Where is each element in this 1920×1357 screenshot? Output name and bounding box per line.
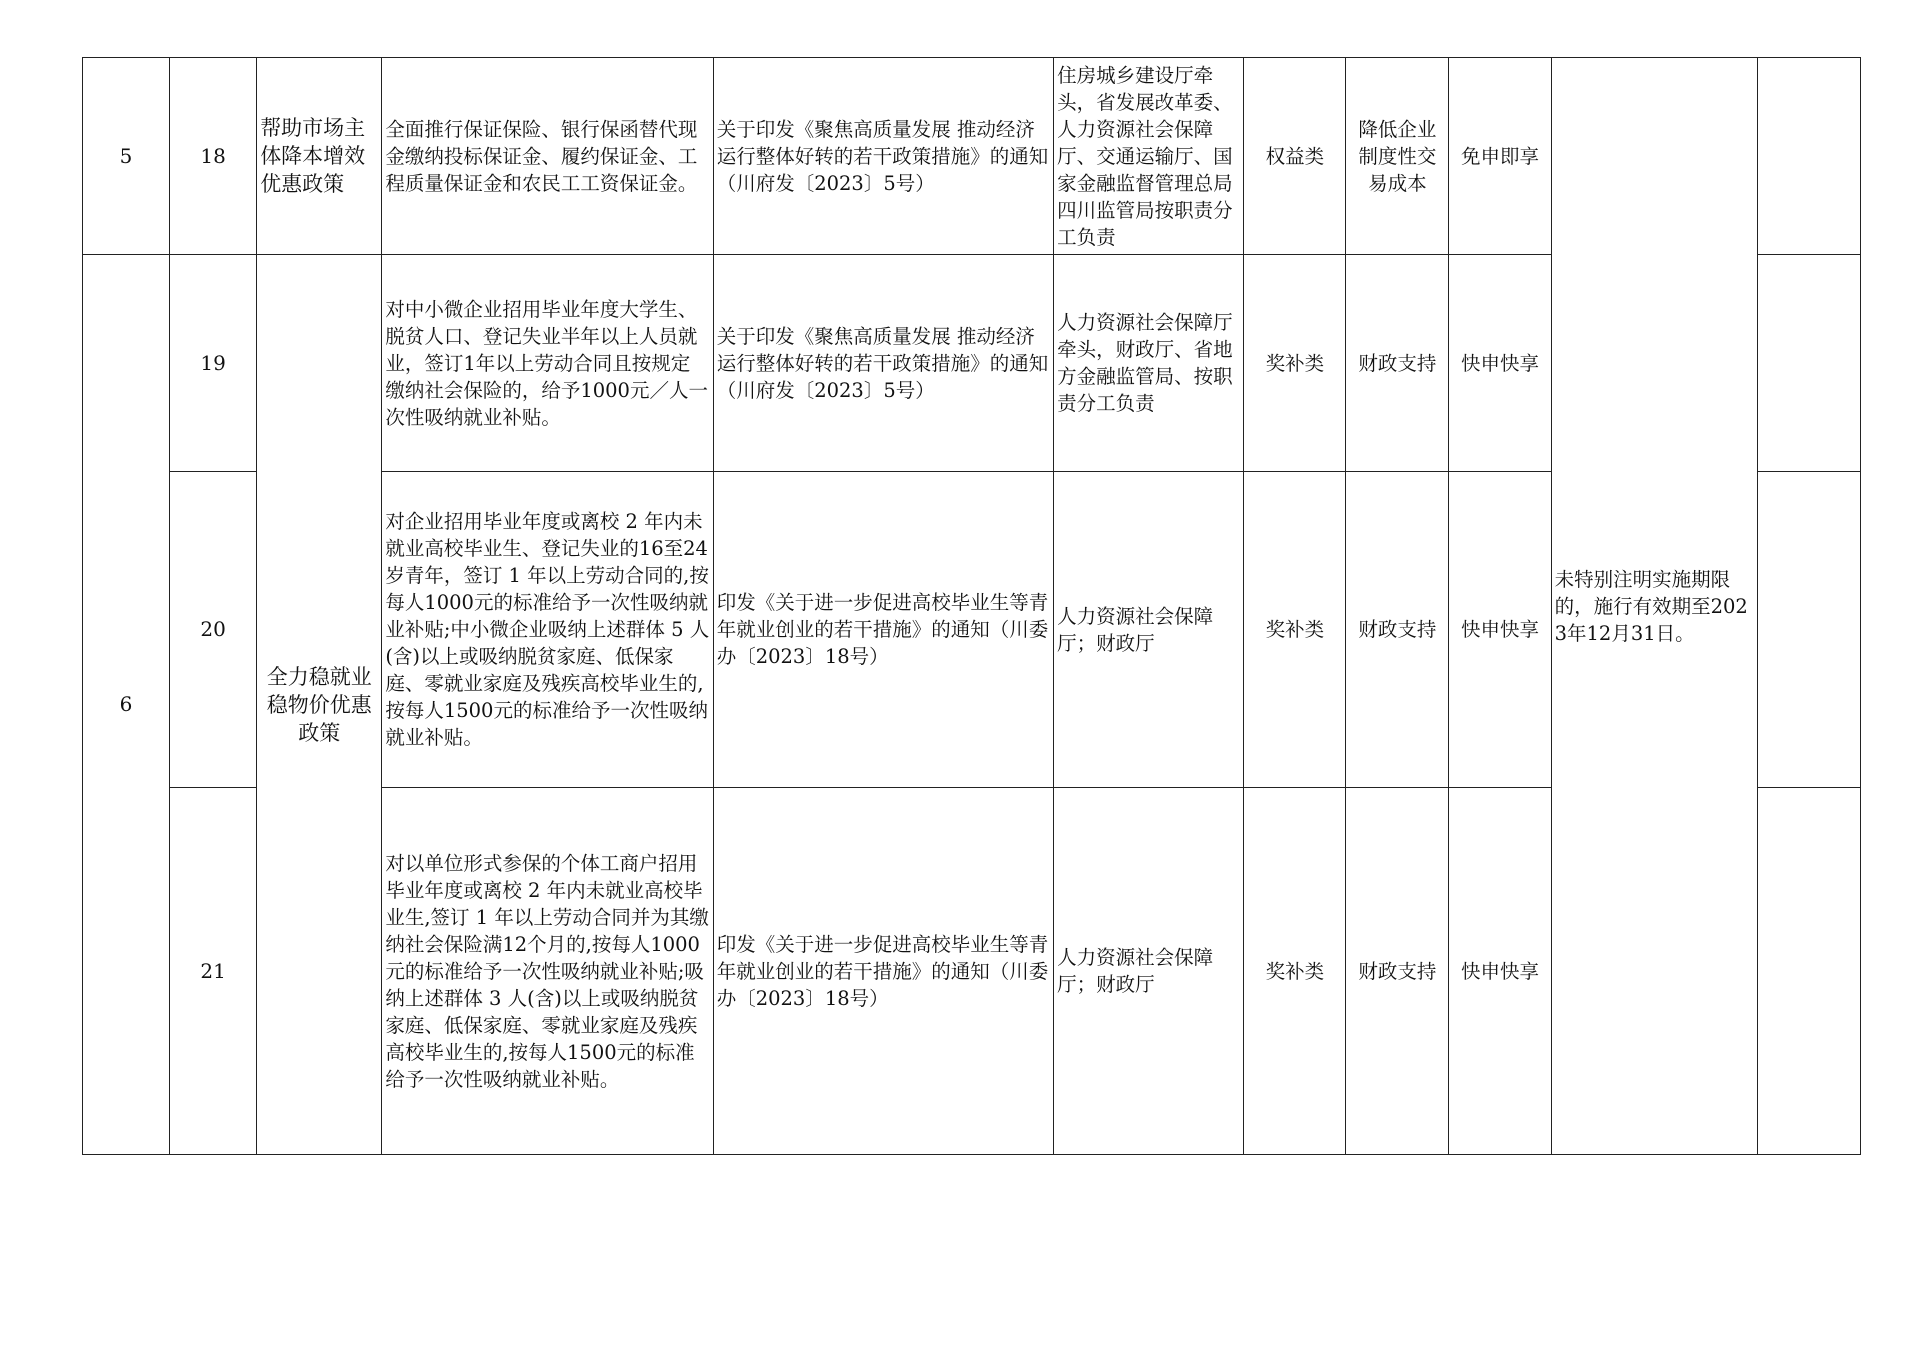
- responsible-department: 人力资源社会保障厅；财政厅: [1054, 788, 1244, 1155]
- remarks-cell: [1757, 788, 1860, 1155]
- policy-number: 19: [170, 255, 257, 472]
- support-method: 财政支持: [1346, 255, 1449, 472]
- apply-mode: 免申即享: [1449, 58, 1551, 255]
- policy-basis: 关于印发《聚焦高质量发展 推动经济运行整体好转的若干政策措施》的通知（川府发〔2023〕5号）: [713, 58, 1053, 255]
- remarks-cell: [1757, 472, 1860, 788]
- policy-basis: 印发《关于进一步促进高校毕业生等青年就业创业的若干措施》的通知（川委办〔2023〕18号）: [713, 788, 1053, 1155]
- policy-content: 对企业招用毕业年度或离校 2 年内未就业高校毕业生、登记失业的16至24岁青年，签订 1 年以上劳动合同的,按每人1000元的标准给予一次性吸纳就业补贴;中小微企业吸纳上述群体 5 人(含)以上或吸纳脱贫家庭、低保家庭、零就业家庭及残疾高校毕业生的,按每人1500元的标准给予一次性吸纳就业补贴。: [382, 472, 713, 788]
- group-index: 5: [83, 58, 170, 255]
- support-method: 财政支持: [1346, 788, 1449, 1155]
- policy-basis: 关于印发《聚焦高质量发展 推动经济运行整体好转的若干政策措施》的通知（川府发〔2023〕5号）: [713, 255, 1053, 472]
- apply-mode: 快申快享: [1449, 472, 1551, 788]
- apply-mode: 快申快享: [1449, 255, 1551, 472]
- policy-type: 权益类: [1244, 58, 1346, 255]
- policy-number: 21: [170, 788, 257, 1155]
- policy-category: 全力稳就业稳物价优惠政策: [257, 255, 382, 1155]
- table-row: [83, 58, 1861, 255]
- support-method: 降低企业制度性交易成本: [1346, 58, 1449, 255]
- policy-content: 对以单位形式参保的个体工商户招用毕业年度或离校 2 年内未就业高校毕业生,签订 1 年以上劳动合同并为其缴纳社会保险满12个月的,按每人1000元的标准给予一次性吸纳就业补贴;吸纳上述群体 3 人(含)以上或吸纳脱贫家庭、低保家庭、零就业家庭及残疾高校毕业生的,按每人1500元的标准给予一次性吸纳就业补贴。: [382, 788, 713, 1155]
- policy-content: 全面推行保证保险、银行保函替代现金缴纳投标保证金、履约保证金、工程质量保证金和农民工工资保证金。: [382, 58, 713, 255]
- responsible-department: 人力资源社会保障厅牵头，财政厅、省地方金融监管局、按职责分工负责: [1054, 255, 1244, 472]
- policy-table: [82, 57, 1861, 1155]
- support-method: 财政支持: [1346, 472, 1449, 788]
- policy-number: 20: [170, 472, 257, 788]
- group-index: 6: [83, 255, 170, 1155]
- validity-period: 未特别注明实施期限的，施行有效期至2023年12月31日。: [1551, 58, 1757, 1155]
- policy-basis: 印发《关于进一步促进高校毕业生等青年就业创业的若干措施》的通知（川委办〔2023〕18号）: [713, 472, 1053, 788]
- policy-type: 奖补类: [1244, 472, 1346, 788]
- responsible-department: 住房城乡建设厅牵头，省发展改革委、人力资源社会保障厅、交通运输厅、国家金融监督管理总局四川监管局按职责分工负责: [1054, 58, 1244, 255]
- remarks-cell: [1757, 255, 1860, 472]
- remarks-cell: [1757, 58, 1860, 255]
- policy-category: 帮助市场主体降本增效优惠政策: [257, 58, 382, 255]
- policy-content: 对中小微企业招用毕业年度大学生、脱贫人口、登记失业半年以上人员就业，签订1年以上劳动合同且按规定缴纳社会保险的，给予1000元／人一次性吸纳就业补贴。: [382, 255, 713, 472]
- apply-mode: 快申快享: [1449, 788, 1551, 1155]
- policy-type: 奖补类: [1244, 788, 1346, 1155]
- policy-number: 18: [170, 58, 257, 255]
- responsible-department: 人力资源社会保障厅；财政厅: [1054, 472, 1244, 788]
- policy-type: 奖补类: [1244, 255, 1346, 472]
